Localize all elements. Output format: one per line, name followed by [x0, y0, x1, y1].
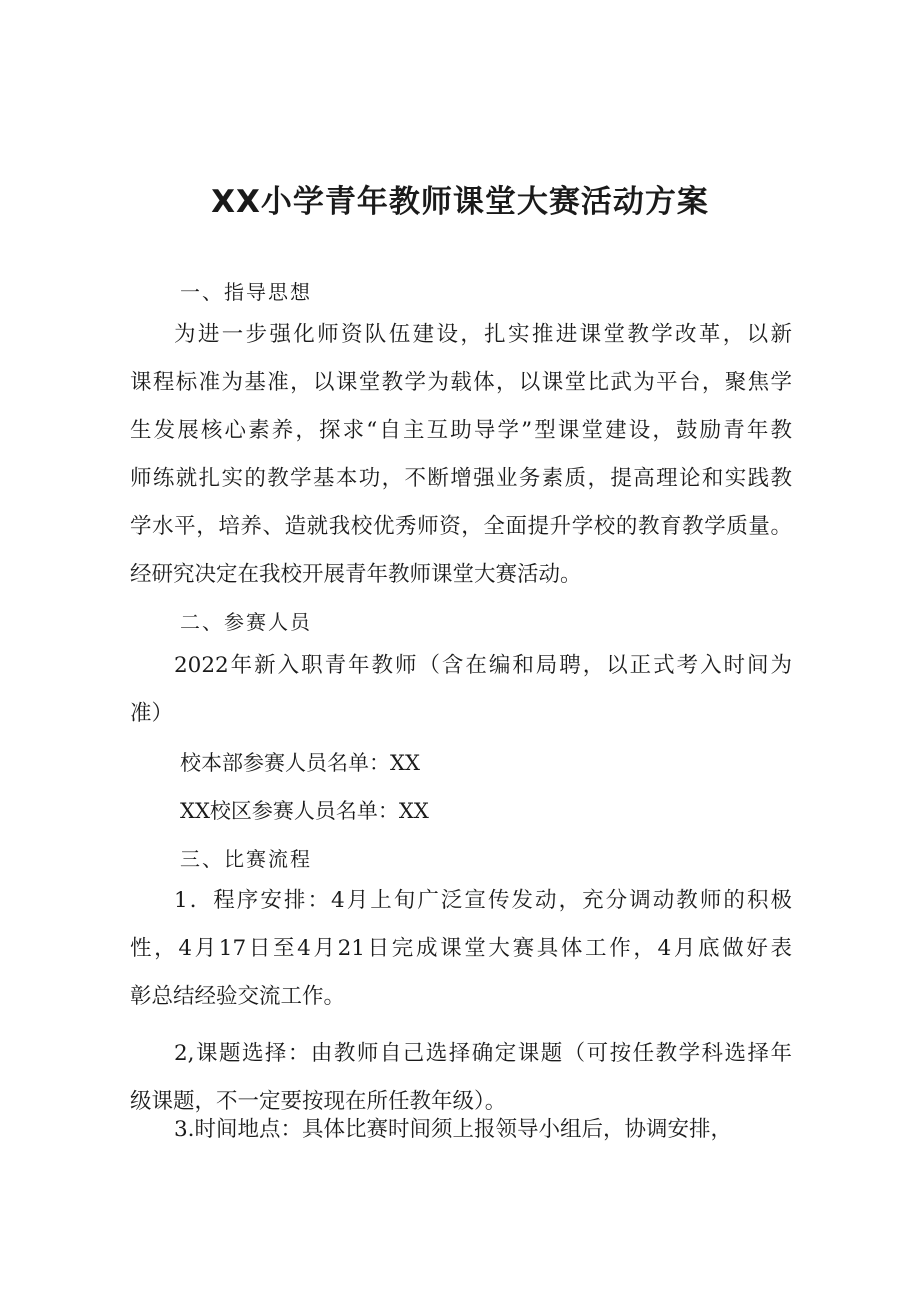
paragraph-line: 生发展核心素养，探求“自主互助导学”型课堂建设，鼓励青年教 [130, 418, 792, 443]
paragraph-line: 课程标准为基准，以课堂教学为载体，以课堂比武为平台，聚焦学 [130, 370, 792, 395]
paragraph-line: 2,课题选择：由教师自己选择确定课题（可按任教学科选择年 [174, 1041, 792, 1066]
paragraph-line: 性，4月17日至4月21日完成课堂大赛具体工作，4月底做好表 [130, 936, 792, 961]
paragraph-line: 1．程序安排：4月上旬广泛宣传发动，充分调动教师的积极 [174, 888, 792, 913]
paragraph-line: 准） [130, 701, 174, 726]
paragraph-schedule [130, 877, 792, 1021]
paragraph-line: 3.时间地点：具体比赛时间须上报领导小组后，协调安排， [174, 1117, 733, 1142]
paragraph-time-location [130, 1106, 792, 1154]
paragraph-guiding-ideology [130, 311, 792, 599]
paragraph-line: 彰总结经验交流工作。 [130, 984, 346, 1009]
paragraph-participants [130, 642, 792, 738]
paragraph-line: 2022年新入职青年教师（含在编和局聘，以正式考入时间为 [174, 653, 792, 678]
paragraph-line: 经研究决定在我校开展青年教师课堂大赛活动。 [130, 562, 582, 587]
section-heading-participants: 二、参赛人员 [180, 610, 312, 634]
participant-list-branch-campus: XX校区参赛人员名单：XX [180, 799, 429, 823]
section-heading-competition-process: 三、比赛流程 [180, 847, 312, 871]
section-heading-guiding-ideology: 一、指导思想 [180, 280, 312, 304]
document-title: XX小学青年教师课堂大赛活动方案 [211, 184, 709, 220]
paragraph-line: 师练就扎实的教学基本功，不断增强业务素质，提高理论和实践教 [130, 466, 792, 491]
paragraph-line: 学水平，培养、造就我校优秀师资，全面提升学校的教育教学质量。 [130, 514, 792, 539]
paragraph-line: 级课题，不一定要按现在所任教年级）。 [130, 1089, 507, 1114]
paragraph-line: 为进一步强化师资队伍建设，扎实推进课堂教学改革，以新 [174, 322, 792, 347]
participant-list-main-campus: 校本部参赛人员名单：XX [180, 751, 420, 775]
